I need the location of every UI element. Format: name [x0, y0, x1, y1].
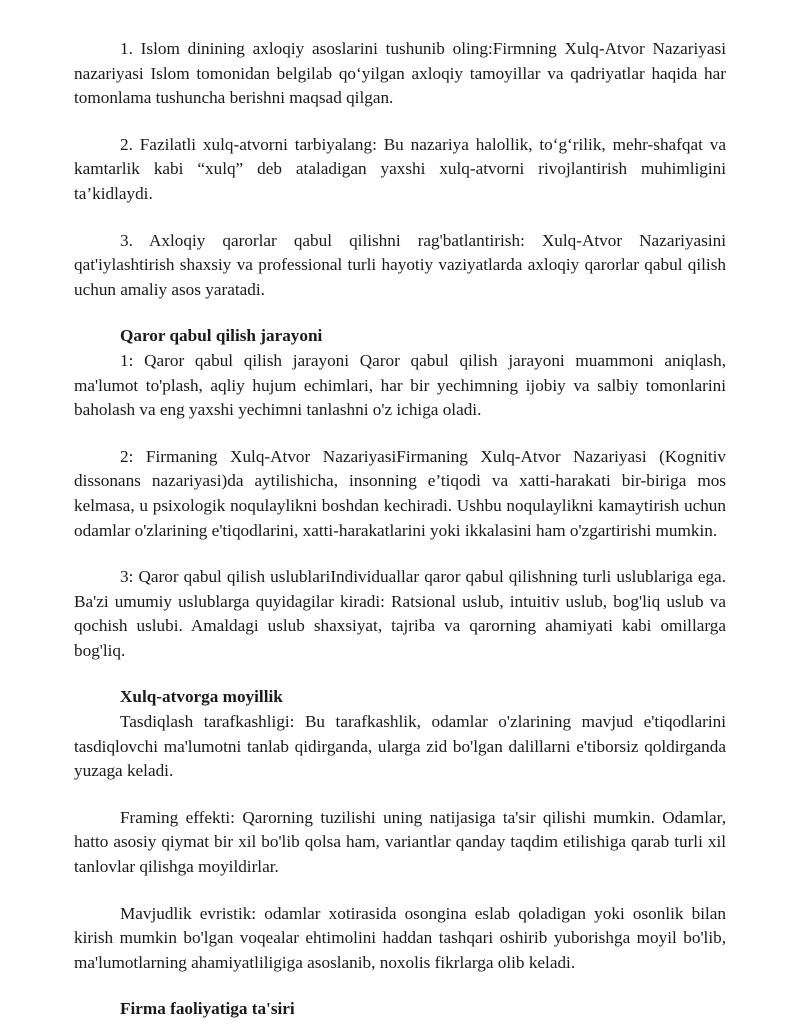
paragraph-framing-effect: Framing effekti: Qarorning tuzilishi uning natijasiga ta'sir qilishi mumkin. Odamlar, hatto asosiy qiymat bir xil bo'lib qolsa ham, variantlar qanday taqdim etilishiga qarab turli xil tanlovlar qilishga moyildirlar.	[74, 807, 726, 877]
paragraph-virtuous-behavior: 2. Fazilatli xulq-atvorni tarbiyalang: Bu nazariya halollik, to‘g‘rilik, mehr-shafqat va kamtarlik kabi “xulq” deb ataladigan yaxshi xulq-atvorni rivojlantirish muhimligini ta’kidlaydi.	[74, 134, 726, 203]
paragraph-decision-styles: 3: Qaror qabul qilish uslublariIndividuallar qaror qabul qilishning turli uslublariga ega. Ba'zi umumiy uslublarga quyidagilar kiradi: Ratsional uslub, intuitiv uslub, bog'liq uslub va qochish uslubi. Amaldagi uslub shaxsiyat, tajriba va qarorning ahamiyati kabi omillarga bog'liq.	[74, 567, 726, 660]
heading-decision-process: Qaror qabul qilish jarayoni	[120, 326, 323, 346]
paragraph-confirmation-bias: Tasdiqlash tarafkashligi: Bu tarafkashlik, odamlar o'zlarining mavjud e'tiqodlarini tasdiqlovchi ma'lumotni tanlab qidirganda, ularga zid bo'lgan dalillarni e'tiborsiz qoldirganda yuzaga keladi.	[74, 712, 726, 781]
paragraph-ethical-decisions: 3. Axloqiy qarorlar qabul qilishni rag'batlantirish: Xulq-Atvor Nazariyasini qat'iylashtirish shaxsiy va professional turli hayotiy vaziyatlarda axloqiy qarorlar qabul qilish uchun amaliy asos yaratadi.	[74, 230, 726, 299]
paragraph-availability-heuristic: Mavjudlik evristik: odamlar xotirasida osongina eslab qoladigan yoki osonlik bilan kirish mumkin bo'lgan voqealar ehtimolini haddan tashqari oshirib yuborishga moyil bo'lib, ma'lumotlarning ahamiyatliligiga asoslanib, noxolis fikrlarga olib keladi.	[74, 903, 726, 972]
paragraph-cognitive-dissonance: 2: Firmaning Xulq-Atvor NazariyasiFirmaning Xulq-Atvor Nazariyasi (Kognitiv dissonans nazariyasi)da aytilishicha, insonning e’tiqodi va xatti-harakati bir-biriga mos kelmasa, u psixologik noqulaylikni boshdan kechiradi. Ushbu noqulaylikni kamaytirish uchun odamlar o'zlarining e'tiqodlarini, xatti-harakatlarini yoki ikkalasini ham o'zgartirishi mumkin.	[74, 446, 726, 540]
heading-firm-impact: Firma faoliyatiga ta'siri	[120, 999, 295, 1019]
paragraph-decision-process: 1: Qaror qabul qilish jarayoni Qaror qabul qilish jarayoni muammoni aniqlash, ma'lumot to'plash, aqliy hujum echimlari, har bir yechimning ijobiy va salbiy tomonlarini baholash va eng yaxshi yechimni tanlashni o'z ichiga oladi.	[74, 350, 726, 420]
paragraph-islam-ethics: 1. Islom dinining axloqiy asoslarini tushunib oling:Firmning Xulq-Atvor Nazariyasi nazariyasi Islom tomonidan belgilab qo‘yilgan axloqiy tamoyillar va qadriyatlar haqida har tomonlama tushuncha berishni maqsad qilgan.	[74, 39, 726, 108]
heading-behavioral-biases: Xulq-atvorga moyillik	[120, 687, 283, 707]
